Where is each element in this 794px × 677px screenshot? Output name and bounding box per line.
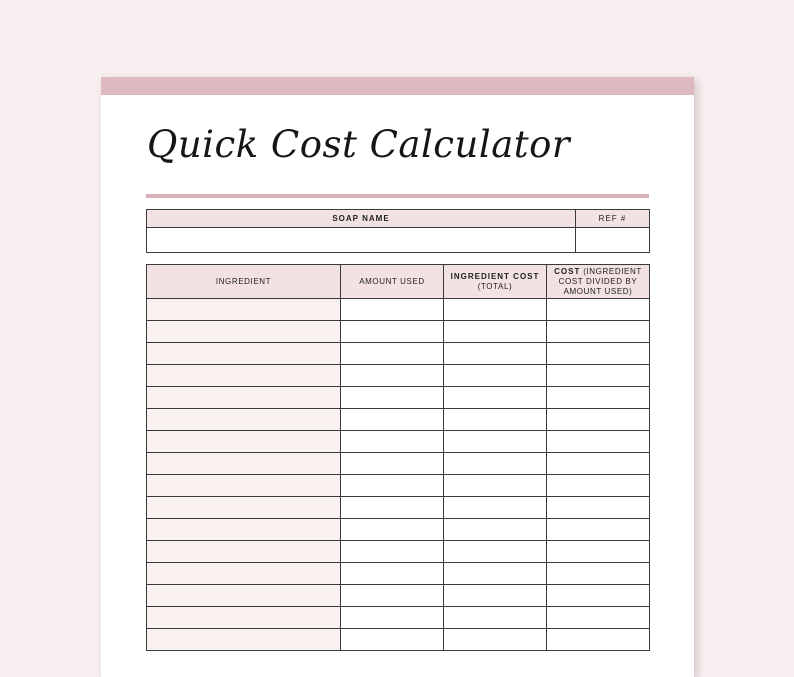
amount-used-cell[interactable] <box>341 365 444 387</box>
cost-cell[interactable] <box>547 453 650 475</box>
ingredient-cell[interactable] <box>147 431 341 453</box>
soap-name-header: SOAP NAME <box>147 210 576 228</box>
cost-cell[interactable] <box>547 365 650 387</box>
soap-name-table <box>146 209 650 253</box>
ingredient-cost-cell[interactable] <box>444 453 547 475</box>
ingredient-cost-cell[interactable] <box>444 365 547 387</box>
cost-cell[interactable] <box>547 563 650 585</box>
amount-used-cell[interactable] <box>341 431 444 453</box>
ingredient-cost-cell[interactable] <box>444 387 547 409</box>
soap-name-field[interactable] <box>147 228 576 253</box>
amount-used-cell[interactable] <box>341 453 444 475</box>
table-row <box>147 299 650 321</box>
table-row <box>147 431 650 453</box>
ingredient-cost-cell[interactable] <box>444 607 547 629</box>
ingredient-cost-header <box>444 265 547 299</box>
ingredient-cost-cell[interactable] <box>444 409 547 431</box>
amount-used-cell[interactable] <box>341 343 444 365</box>
ingredient-cell[interactable] <box>147 541 341 563</box>
cost-cell[interactable] <box>547 475 650 497</box>
ingredient-cost-cell[interactable] <box>444 475 547 497</box>
amount-used-cell[interactable] <box>341 519 444 541</box>
table-row <box>147 541 650 563</box>
cost-header-note-2: COST DIVIDED BY <box>558 276 638 286</box>
ingredient-cost-header-label: INGREDIENT COST <box>450 271 540 281</box>
table-row <box>147 607 650 629</box>
cost-cell[interactable] <box>547 299 650 321</box>
table-row <box>147 475 650 497</box>
ingredient-cell[interactable] <box>147 629 341 651</box>
ingredient-cost-cell[interactable] <box>444 497 547 519</box>
cost-header-note-1: (INGREDIENT <box>583 266 642 276</box>
ingredient-cost-cell[interactable] <box>444 343 547 365</box>
cost-cell[interactable] <box>547 585 650 607</box>
ingredients-table <box>146 264 650 651</box>
table-row <box>147 519 650 541</box>
amount-used-cell[interactable] <box>341 629 444 651</box>
cost-cell[interactable] <box>547 607 650 629</box>
ingredient-cost-cell[interactable] <box>444 629 547 651</box>
ingredient-cost-cell[interactable] <box>444 321 547 343</box>
ingredient-cost-cell[interactable] <box>444 431 547 453</box>
amount-used-cell[interactable] <box>341 585 444 607</box>
page-title: Quick Cost Calculator <box>147 123 571 166</box>
ingredient-cost-cell[interactable] <box>444 541 547 563</box>
ingredient-cost-cell[interactable] <box>444 299 547 321</box>
amount-used-cell[interactable] <box>341 563 444 585</box>
table-row <box>147 585 650 607</box>
table-row <box>147 629 650 651</box>
table-row <box>147 409 650 431</box>
ingredient-cell[interactable] <box>147 453 341 475</box>
table-row <box>147 387 650 409</box>
ingredient-cell[interactable] <box>147 387 341 409</box>
amount-used-cell[interactable] <box>341 497 444 519</box>
cost-header-label: COST <box>554 266 581 276</box>
amount-used-cell[interactable] <box>341 321 444 343</box>
amount-used-cell[interactable] <box>341 541 444 563</box>
amount-used-cell[interactable] <box>341 387 444 409</box>
cost-cell[interactable] <box>547 387 650 409</box>
table-row <box>147 453 650 475</box>
cost-cell[interactable] <box>547 409 650 431</box>
ref-number-field[interactable] <box>576 228 650 253</box>
cost-header-note-3: AMOUNT USED) <box>563 286 633 296</box>
cost-cell[interactable] <box>547 343 650 365</box>
ingredient-cost-header-sub: (TOTAL) <box>477 281 513 291</box>
ingredient-cell[interactable] <box>147 585 341 607</box>
table-row <box>147 563 650 585</box>
cost-calculator-sheet <box>101 77 694 677</box>
cost-cell[interactable] <box>547 497 650 519</box>
table-row <box>147 343 650 365</box>
ingredient-header <box>147 265 341 299</box>
amount-used-cell[interactable] <box>341 607 444 629</box>
amount-used-header-label: AMOUNT USED <box>359 276 425 286</box>
amount-used-cell[interactable] <box>341 299 444 321</box>
table-row <box>147 497 650 519</box>
ref-number-header: REF # <box>576 210 650 228</box>
amount-used-cell[interactable] <box>341 409 444 431</box>
table-row <box>147 365 650 387</box>
ingredient-cell[interactable] <box>147 497 341 519</box>
ingredient-cell[interactable] <box>147 365 341 387</box>
top-accent-band <box>101 77 694 95</box>
cost-cell[interactable] <box>547 431 650 453</box>
amount-used-cell[interactable] <box>341 475 444 497</box>
ingredient-cost-cell[interactable] <box>444 519 547 541</box>
cost-cell[interactable] <box>547 541 650 563</box>
cost-cell[interactable] <box>547 321 650 343</box>
ingredient-cell[interactable] <box>147 409 341 431</box>
amount-used-header <box>341 265 444 299</box>
table-row <box>147 321 650 343</box>
cost-cell[interactable] <box>547 629 650 651</box>
ingredient-cell[interactable] <box>147 563 341 585</box>
cost-cell[interactable] <box>547 519 650 541</box>
ingredient-cell[interactable] <box>147 519 341 541</box>
ingredient-rows <box>147 299 650 651</box>
title-divider <box>146 194 649 198</box>
ingredient-cell[interactable] <box>147 607 341 629</box>
ingredient-header-label: INGREDIENT <box>215 276 272 286</box>
ingredient-cell[interactable] <box>147 475 341 497</box>
ingredient-cost-cell[interactable] <box>444 585 547 607</box>
ingredient-cell[interactable] <box>147 321 341 343</box>
ingredient-cost-cell[interactable] <box>444 563 547 585</box>
ingredient-cell[interactable] <box>147 299 341 321</box>
cost-header <box>547 265 650 299</box>
ingredient-cell[interactable] <box>147 343 341 365</box>
